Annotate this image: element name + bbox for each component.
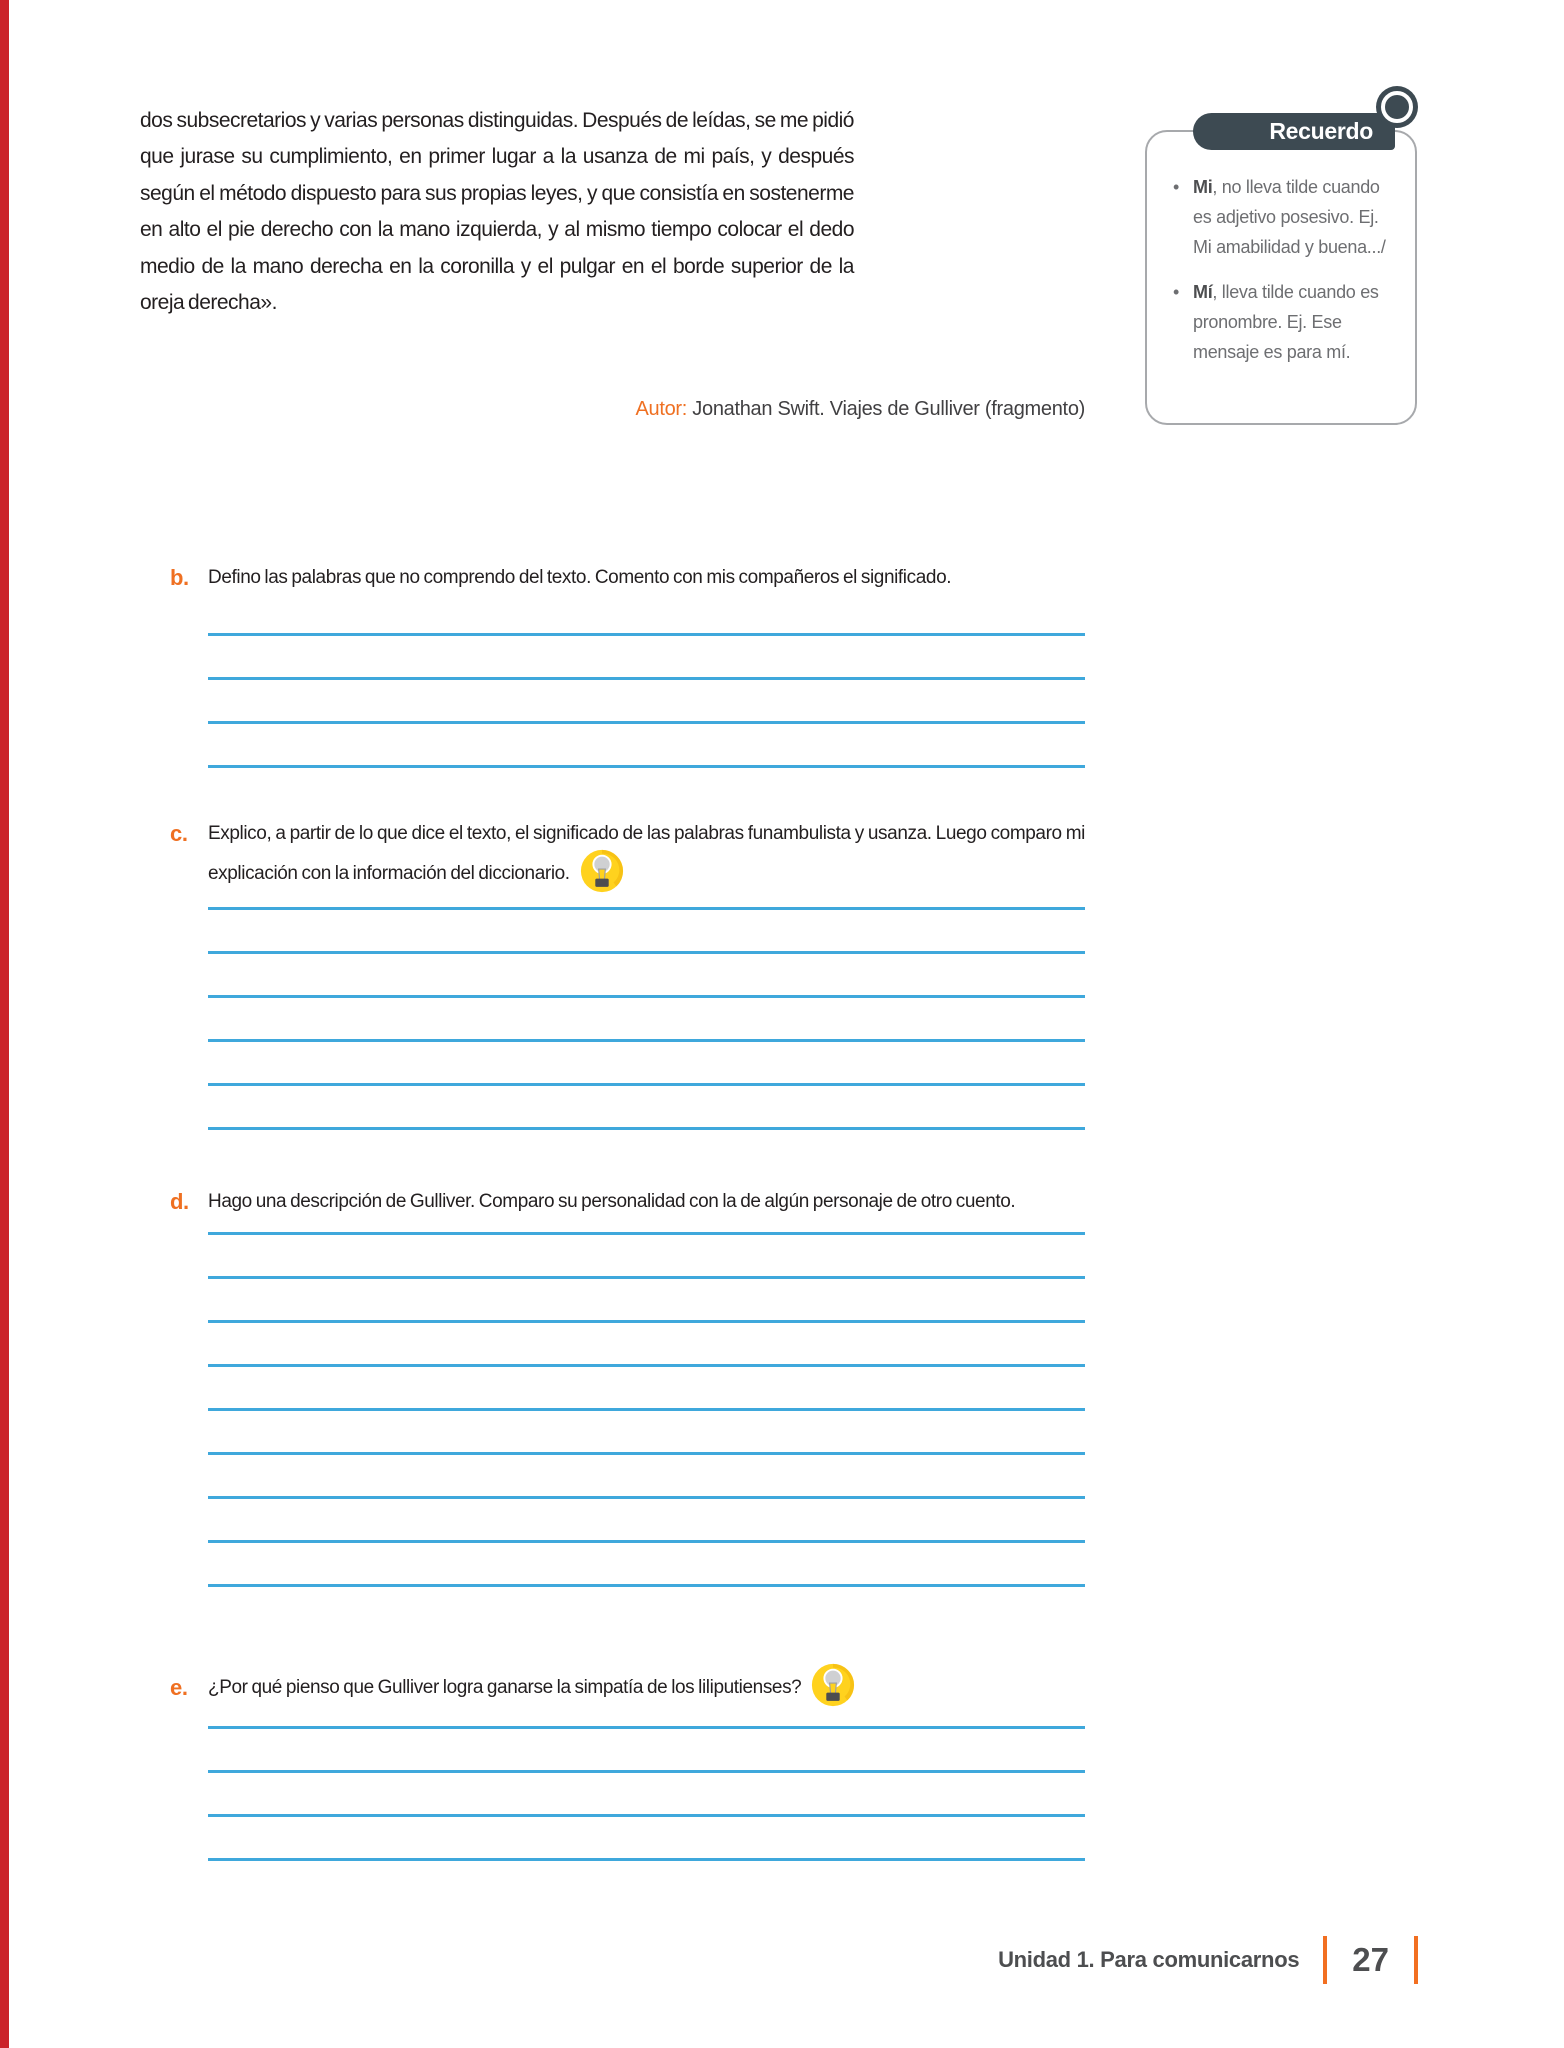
answer-line: [208, 1858, 1085, 1902]
answer-line: [208, 1039, 1085, 1083]
memo-title: Recuerdo: [1269, 118, 1373, 144]
answer-line: [208, 633, 1085, 677]
exercise-prompt: Explico, a partir de lo que dice el texto, el significado de las palabras funambulista y usanza. Luego comparo mi explicación con la información del diccionario.: [208, 823, 1085, 885]
answer-line: [208, 951, 1085, 995]
footer-unit-label: Unidad 1. Para comunicarnos: [998, 1947, 1300, 1972]
memo-bullets: [1147, 132, 1415, 367]
answer-line: [208, 1452, 1085, 1496]
answer-line: [208, 1127, 1085, 1171]
memo-bullet: [1167, 172, 1399, 262]
memo-bullet: [1167, 277, 1399, 367]
exercise-prompt: ¿Por qué pienso que Gulliver logra ganarse la simpatía de los liliputienses?: [208, 1677, 802, 1699]
circle-badge-icon: [1381, 91, 1413, 123]
author-label: Autor:: [635, 398, 688, 420]
answer-line: [208, 1083, 1085, 1127]
answer-line: [208, 1320, 1085, 1364]
answer-line: [208, 1584, 1085, 1628]
answer-line: [208, 1726, 1085, 1770]
answer-lines: [208, 1726, 1085, 1902]
answer-lines: [208, 1232, 1085, 1628]
exercise-item-b: [140, 558, 1085, 809]
lightbulb-icon: [579, 848, 625, 894]
memo-bullet-keyword: Mi: [1193, 177, 1213, 197]
answer-line: [208, 677, 1085, 721]
exercise-item-e: [140, 1668, 1085, 1902]
memo-bullet-keyword: Mí: [1193, 282, 1213, 302]
memo-box: [1145, 118, 1417, 425]
answer-line: [208, 1540, 1085, 1584]
footer: [998, 1936, 1418, 1984]
exercise-prompt: Hago una descripción de Gulliver. Comparo su personalidad con la de algún personaje de otro cuento.: [208, 1191, 1016, 1212]
bullet-dot: •: [1173, 282, 1180, 302]
exercise-head: [140, 558, 1085, 598]
memo-header: [1193, 113, 1395, 150]
exercise-letter: d.: [170, 1189, 189, 1214]
answer-line: [208, 1364, 1085, 1408]
memo-bullet-text: , no lleva tilde cuando es adjetivo posesivo. Ej. Mi amabilidad y buena.../: [1193, 177, 1386, 257]
reading-paragraph: dos subsecretarios y varias personas distinguidas. Después de leídas, se me pidió que jurase su cumplimiento, en primer lugar a la usanza de mi país, y después según el método dispuesto para sus propias leyes, y que consistía en sostenerme en alto el pie derecho con la mano izquierda, y al mismo tiempo colocar el dedo medio de la mano derecha en la coronilla y el pulgar en el borde superior de la oreja derecha».: [140, 109, 854, 315]
answer-line: [208, 765, 1085, 809]
answer-line: [208, 721, 1085, 765]
author-line: [140, 398, 1085, 421]
memo-bullet-text: , lleva tilde cuando es pronombre. Ej. Ese mensaje es para mí.: [1193, 282, 1379, 362]
answer-line: [208, 907, 1085, 951]
answer-line: [208, 1770, 1085, 1814]
exercise-head: [140, 1668, 1085, 1708]
exercise-item-d: [140, 1182, 1085, 1628]
answer-line: [208, 1232, 1085, 1276]
exercise-letter: c.: [170, 821, 188, 846]
answer-line: [208, 1408, 1085, 1452]
exercise-letter: e.: [170, 1675, 188, 1700]
exercise-item-c: [140, 814, 1085, 1171]
answer-line: [208, 1276, 1085, 1320]
exercise-head: [140, 814, 1085, 894]
page-edge-color-strip: [0, 0, 9, 2048]
lightbulb-icon: [810, 1662, 856, 1708]
author-text: Jonathan Swift. Viajes de Gulliver (fragmento): [687, 398, 1085, 420]
exercise-prompt: Defino las palabras que no comprendo del texto. Comento con mis compañeros el significado.: [208, 567, 952, 588]
page-number: 27: [1352, 1941, 1389, 1978]
exercise-head: [140, 1182, 1085, 1222]
answer-lines: [208, 907, 1085, 1171]
answer-line: [208, 995, 1085, 1039]
answer-lines: [208, 633, 1085, 809]
answer-line: [208, 1814, 1085, 1858]
bullet-dot: •: [1173, 177, 1180, 197]
exercise-letter: b.: [170, 565, 189, 590]
answer-line: [208, 1496, 1085, 1540]
page-number-box: [1323, 1936, 1418, 1984]
